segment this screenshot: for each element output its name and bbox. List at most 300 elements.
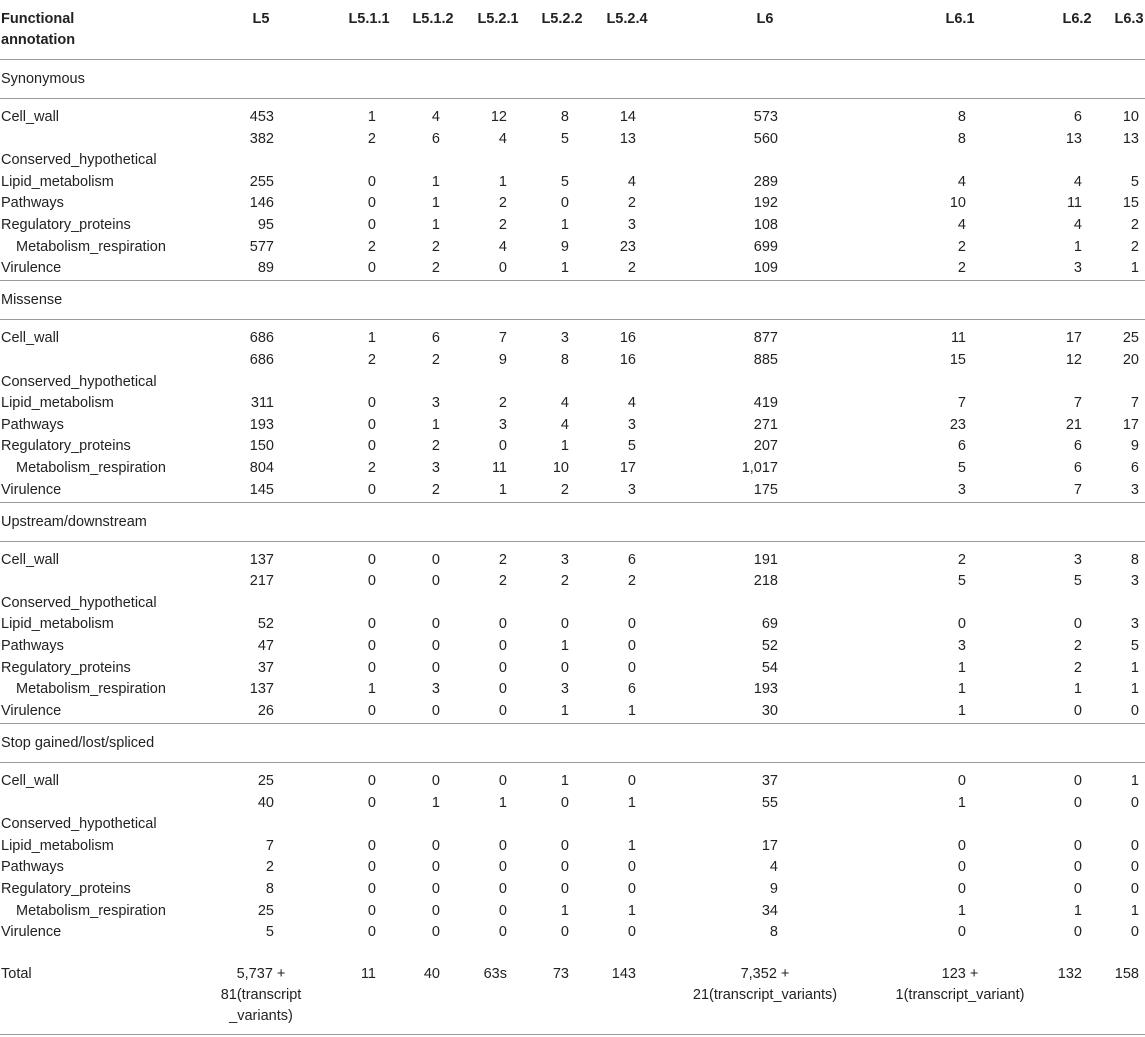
table-cell: 0 (560, 616, 569, 633)
table-cell: 1 (957, 681, 966, 698)
table-cell: 2 (265, 859, 274, 876)
table-cell: 6 (431, 330, 440, 347)
table-cell: 0 (431, 659, 440, 676)
table-cell: 30 (761, 702, 778, 719)
table-cell: 1 (1130, 659, 1139, 676)
table-cell: 0 (367, 772, 376, 789)
table-cell: 2 (367, 459, 376, 476)
table-cell: 1 (560, 217, 569, 233)
table-cell: 1 (1130, 260, 1139, 277)
table-cell: 255 (249, 173, 274, 190)
table-cell: 0 (498, 859, 507, 876)
table-cell: 11 (491, 459, 507, 476)
row-label: Cell_wall (1, 551, 60, 568)
table-cell: 17 (761, 837, 778, 854)
table-cell: 4 (560, 416, 569, 433)
row-label: Lipid_metabolism (1, 395, 114, 412)
row-label: Conserved_hypothetical (1, 816, 157, 833)
table-cell: 3 (1130, 573, 1139, 590)
table-cell: 0 (367, 794, 376, 811)
table-cell: 20 (1122, 351, 1139, 368)
table-cell: 0 (957, 772, 966, 789)
table-cell: 0 (560, 659, 569, 676)
table-cell: 217 (249, 573, 274, 590)
table-cell: 2 (560, 481, 569, 498)
table-cell: 3 (627, 481, 636, 498)
row-label: Lipid_metabolism (1, 837, 114, 854)
table-cell: 3 (498, 416, 507, 433)
table-cell: 0 (498, 616, 507, 633)
section-rule (0, 762, 1145, 763)
row-label: Pathways (1, 859, 64, 876)
table-cell: 0 (627, 880, 636, 897)
column-header: L6.1 (945, 11, 975, 27)
table-cell: 0 (560, 880, 569, 897)
total-value-multiline (896, 964, 1025, 1006)
table-cell: 23 (949, 416, 966, 433)
row-label: Virulence (1, 924, 62, 941)
table-cell: 37 (257, 659, 274, 676)
table-cell: 382 (249, 130, 274, 147)
table-cell: 0 (1073, 616, 1082, 633)
row-label: Metabolism_respiration (16, 459, 166, 476)
table-cell: 0 (1130, 924, 1139, 941)
table-cell: 5 (560, 173, 569, 190)
table-cell: 3 (957, 481, 966, 498)
table-cell: 175 (753, 481, 778, 498)
table-cell: 5 (957, 459, 966, 476)
table-cell: 0 (627, 659, 636, 676)
row-label: Virulence (1, 260, 62, 277)
table-cell: 573 (753, 109, 778, 125)
table-cell: 0 (431, 702, 440, 719)
table-cell: 9 (498, 351, 507, 368)
table-cell: 0 (957, 859, 966, 876)
table-cell: 3 (431, 459, 440, 476)
table-cell: 0 (367, 837, 376, 854)
table-cell: 6 (957, 438, 966, 455)
total-value: 40 (423, 966, 440, 982)
row-label: Regulatory_proteins (1, 217, 131, 233)
table-cell: 0 (367, 659, 376, 676)
column-header: L5.1.2 (412, 11, 454, 27)
table-cell: 1 (560, 438, 569, 455)
column-header: L5 (252, 11, 270, 27)
table-cell: 271 (753, 416, 778, 433)
section-title: Stop gained/lost/spliced (1, 734, 155, 751)
table-cell: 47 (257, 638, 274, 654)
total-value: 158 (1114, 966, 1139, 982)
table-cell: 146 (249, 195, 274, 212)
table-cell: 311 (250, 395, 274, 412)
table-cell: 1 (1073, 238, 1082, 255)
row-label: Metabolism_respiration (16, 681, 166, 698)
table-cell: 1 (560, 260, 569, 277)
table-cell: 4 (1073, 217, 1082, 233)
table-cell: 0 (498, 837, 507, 854)
table-cell: 0 (367, 551, 376, 568)
table-cell: 17 (1065, 330, 1082, 347)
table-cell: 3 (560, 681, 569, 698)
table-cell: 10 (552, 459, 569, 476)
table-cell: 0 (498, 681, 507, 698)
total-value-line: 123 + (941, 966, 979, 982)
table-cell: 1 (1130, 902, 1139, 919)
total-value-line: 1(transcript_variant) (895, 987, 1025, 1003)
table-cell: 0 (367, 616, 376, 633)
table-cell: 13 (1065, 130, 1082, 147)
table-cell: 15 (949, 351, 966, 368)
table-cell: 3 (560, 551, 569, 568)
table-cell: 6 (1073, 459, 1082, 476)
table-cell: 25 (257, 902, 274, 919)
table-cell: 1 (431, 217, 440, 233)
table-cell: 137 (249, 681, 274, 698)
table-cell: 2 (1073, 659, 1082, 676)
row-label: Pathways (1, 416, 64, 433)
header-rule (0, 59, 1145, 60)
table-cell: 0 (367, 416, 376, 433)
table-cell: 0 (367, 395, 376, 412)
table-cell: 0 (957, 924, 966, 941)
table-cell: 54 (761, 659, 778, 676)
table-cell: 2 (627, 195, 636, 212)
table-cell: 0 (1073, 794, 1082, 811)
table-cell: 5 (560, 130, 569, 147)
table-cell: 0 (431, 551, 440, 568)
table-cell: 145 (249, 481, 274, 498)
table-cell: 11 (950, 330, 966, 347)
table-cell: 4 (498, 130, 507, 147)
table-cell: 0 (367, 195, 376, 212)
table-cell: 4 (560, 395, 569, 412)
table-cell: 8 (957, 130, 966, 147)
table-cell: 3 (560, 330, 569, 347)
table-cell: 2 (560, 573, 569, 590)
column-header: L6.2 (1062, 11, 1092, 27)
table-cell: 6 (431, 130, 440, 147)
table-cell: 7 (265, 837, 274, 854)
table-cell: 193 (249, 416, 274, 433)
table-cell: 0 (431, 880, 440, 897)
table-cell: 0 (431, 837, 440, 854)
section-title: Synonymous (1, 71, 85, 87)
table-cell: 0 (1130, 794, 1139, 811)
table-cell: 7 (498, 330, 507, 347)
table-cell: 0 (1073, 880, 1082, 897)
table-cell: 4 (431, 109, 440, 125)
table-cell: 1 (498, 794, 507, 811)
table-cell: 89 (257, 260, 274, 277)
table-cell: 0 (1073, 924, 1082, 941)
total-value: 143 (611, 966, 636, 982)
table-cell: 0 (498, 902, 507, 919)
table-cell: 6 (1073, 109, 1082, 125)
table-cell: 2 (367, 130, 376, 147)
table-cell: 2 (498, 573, 507, 590)
table-cell: 686 (249, 351, 274, 368)
table-cell: 10 (1122, 109, 1139, 125)
table-cell: 699 (753, 238, 778, 255)
row-label: Regulatory_proteins (1, 659, 131, 676)
header-annotation: annotation (1, 32, 76, 48)
table-cell: 0 (367, 638, 376, 654)
table-cell: 14 (619, 109, 636, 125)
table-cell: 1 (560, 772, 569, 789)
row-label: Metabolism_respiration (16, 238, 166, 255)
table-cell: 289 (753, 173, 778, 190)
table-cell: 2 (367, 238, 376, 255)
table-cell: 5 (265, 924, 274, 941)
table-cell: 2 (1073, 638, 1082, 654)
table-cell: 1 (431, 416, 440, 433)
row-label: Conserved_hypothetical (1, 152, 157, 169)
table-cell: 11 (1066, 195, 1082, 212)
table-cell: 25 (1122, 330, 1139, 347)
table-cell: 0 (560, 859, 569, 876)
table-cell: 2 (957, 260, 966, 277)
table-cell: 0 (431, 772, 440, 789)
table-cell: 0 (1130, 837, 1139, 854)
table-cell: 1 (498, 173, 507, 190)
table-cell: 0 (367, 702, 376, 719)
table-cell: 4 (957, 173, 966, 190)
total-value: 63s (483, 966, 507, 982)
table-cell: 0 (431, 638, 440, 654)
table-cell: 2 (431, 260, 440, 277)
table-cell: 2 (498, 551, 507, 568)
table-cell: 3 (431, 681, 440, 698)
table-cell: 1 (957, 902, 966, 919)
table-cell: 95 (257, 217, 274, 233)
table-cell: 1 (957, 702, 966, 719)
table-cell: 4 (1073, 173, 1082, 190)
table-cell: 52 (761, 638, 778, 654)
column-header: L5.2.4 (606, 11, 648, 27)
section-end-rule (0, 502, 1145, 503)
table-cell: 0 (367, 260, 376, 277)
table-cell: 3 (627, 217, 636, 233)
row-label: Cell_wall (1, 330, 60, 347)
column-header: L5.1.1 (348, 11, 390, 27)
table-cell: 8 (265, 880, 274, 897)
table-cell: 2 (498, 395, 507, 412)
total-value-line: 21(transcript_variants) (692, 987, 838, 1003)
table-cell: 3 (957, 638, 966, 654)
table-cell: 1 (1130, 681, 1139, 698)
table-cell: 5 (1130, 638, 1139, 654)
section-rule (0, 541, 1145, 542)
table-cell: 6 (1073, 438, 1082, 455)
table-cell: 2 (431, 351, 440, 368)
table-cell: 1 (627, 837, 636, 854)
table-cell: 3 (431, 395, 440, 412)
table-cell: 7 (1130, 395, 1139, 412)
table-cell: 0 (498, 880, 507, 897)
table-cell: 2 (431, 481, 440, 498)
table-cell: 7 (1073, 395, 1082, 412)
table-cell: 8 (560, 351, 569, 368)
table-cell: 0 (1130, 880, 1139, 897)
row-label: Conserved_hypothetical (1, 373, 157, 390)
table-cell: 9 (769, 880, 778, 897)
table-cell: 23 (619, 238, 636, 255)
table-cell: 453 (249, 109, 274, 125)
table-cell: 1 (367, 330, 376, 347)
table-cell: 885 (753, 351, 778, 368)
table-cell: 1 (1130, 772, 1139, 789)
table-cell: 1 (560, 902, 569, 919)
table-cell: 0 (560, 195, 569, 212)
row-label: Lipid_metabolism (1, 173, 114, 190)
column-header: L5.2.1 (477, 11, 519, 27)
table-cell: 193 (753, 681, 778, 698)
table-cell: 0 (367, 924, 376, 941)
total-value: 73 (552, 966, 569, 982)
table-cell: 34 (761, 902, 778, 919)
table-cell: 1 (367, 681, 376, 698)
table-cell: 4 (769, 859, 778, 876)
row-label: Regulatory_proteins (1, 880, 131, 897)
table-cell: 9 (1130, 438, 1139, 455)
table-cell: 877 (753, 330, 778, 347)
total-label: Total (1, 966, 32, 982)
table-cell: 560 (753, 130, 778, 147)
total-value: 132 (1057, 966, 1082, 982)
table-cell: 1 (957, 659, 966, 676)
table-cell: 12 (1065, 351, 1082, 368)
table-cell: 2 (1130, 238, 1139, 255)
table-cell: 2 (367, 351, 376, 368)
table-cell: 2 (498, 195, 507, 212)
table-bottom-rule (0, 1034, 1145, 1035)
table-cell: 5 (1130, 173, 1139, 190)
table-cell: 0 (1130, 702, 1139, 719)
table-cell: 1 (957, 794, 966, 811)
table-cell: 3 (1073, 260, 1082, 277)
table-cell: 0 (367, 859, 376, 876)
table-cell: 0 (498, 260, 507, 277)
table-cell: 2 (431, 238, 440, 255)
section-title: Upstream/downstream (1, 513, 147, 530)
table-cell: 1 (431, 195, 440, 212)
table-cell: 1,017 (741, 459, 778, 476)
table-cell: 9 (560, 238, 569, 255)
table-cell: 2 (431, 438, 440, 455)
table-cell: 7 (957, 395, 966, 412)
table-cell: 0 (367, 173, 376, 190)
table-cell: 1 (1073, 902, 1082, 919)
table-cell: 0 (1073, 702, 1082, 719)
section-rule (0, 319, 1145, 320)
table-cell: 2 (957, 238, 966, 255)
table-cell: 0 (560, 837, 569, 854)
column-header: L6 (756, 11, 774, 27)
table-cell: 0 (431, 616, 440, 633)
table-cell: 1 (627, 702, 636, 719)
table-cell: 419 (753, 395, 778, 412)
table-cell: 21 (1065, 416, 1082, 433)
row-label: Virulence (1, 481, 62, 498)
table-cell: 13 (1122, 130, 1139, 147)
total-value-line: 81(transcript (220, 987, 302, 1003)
table-cell: 3 (1073, 551, 1082, 568)
table-cell: 218 (753, 573, 778, 590)
table-cell: 1 (560, 702, 569, 719)
table-cell: 192 (753, 195, 778, 212)
table-cell: 2 (627, 573, 636, 590)
table-cell: 7 (1073, 481, 1082, 498)
table-cell: 150 (249, 438, 274, 455)
table-cell: 3 (1130, 616, 1139, 633)
table-cell: 8 (957, 109, 966, 125)
table-cell: 4 (498, 238, 507, 255)
table-cell: 0 (560, 924, 569, 941)
header-functional: Functional (1, 11, 75, 27)
row-label: Pathways (1, 195, 64, 212)
table-cell: 6 (627, 681, 636, 698)
table-cell: 10 (949, 195, 966, 212)
table-cell: 25 (257, 772, 274, 789)
table-cell: 0 (627, 859, 636, 876)
row-label: Metabolism_respiration (16, 902, 166, 919)
section-end-rule (0, 723, 1145, 724)
table-cell: 137 (249, 551, 274, 568)
table-cell: 0 (498, 438, 507, 455)
table-cell: 13 (619, 130, 636, 147)
table-cell: 6 (627, 551, 636, 568)
table-cell: 1 (498, 481, 507, 498)
table-cell: 0 (627, 638, 636, 654)
table-cell: 577 (249, 238, 274, 255)
table-cell: 26 (257, 702, 274, 719)
table-cell: 15 (1122, 195, 1139, 212)
column-header: L6.3 (1114, 11, 1144, 27)
table-cell: 17 (1122, 416, 1139, 433)
table-cell: 16 (619, 330, 636, 347)
table-cell: 0 (498, 638, 507, 654)
table-cell: 0 (498, 924, 507, 941)
table-cell: 191 (753, 551, 778, 568)
table-cell: 0 (627, 772, 636, 789)
table-cell: 0 (957, 616, 966, 633)
table-cell: 8 (769, 924, 778, 941)
section-end-rule (0, 280, 1145, 281)
table-cell: 0 (367, 438, 376, 455)
row-label: Cell_wall (1, 109, 60, 125)
table-cell: 0 (1073, 837, 1082, 854)
table-cell: 12 (490, 109, 507, 125)
table-cell: 0 (560, 794, 569, 811)
table-cell: 0 (367, 902, 376, 919)
section-rule (0, 98, 1145, 99)
table-cell: 0 (498, 659, 507, 676)
table-cell: 69 (761, 616, 778, 633)
row-label: Lipid_metabolism (1, 616, 114, 633)
table-cell: 207 (753, 438, 778, 455)
table-cell: 0 (431, 573, 440, 590)
row-label: Pathways (1, 638, 64, 654)
total-value: 11 (360, 966, 376, 982)
table-cell: 0 (367, 880, 376, 897)
table-cell: 1 (431, 173, 440, 190)
table-cell: 37 (761, 772, 778, 789)
table-cell: 5 (957, 573, 966, 590)
table-cell: 0 (957, 837, 966, 854)
row-label: Conserved_hypothetical (1, 594, 157, 611)
table-cell: 4 (627, 173, 636, 190)
table-cell: 1 (431, 794, 440, 811)
